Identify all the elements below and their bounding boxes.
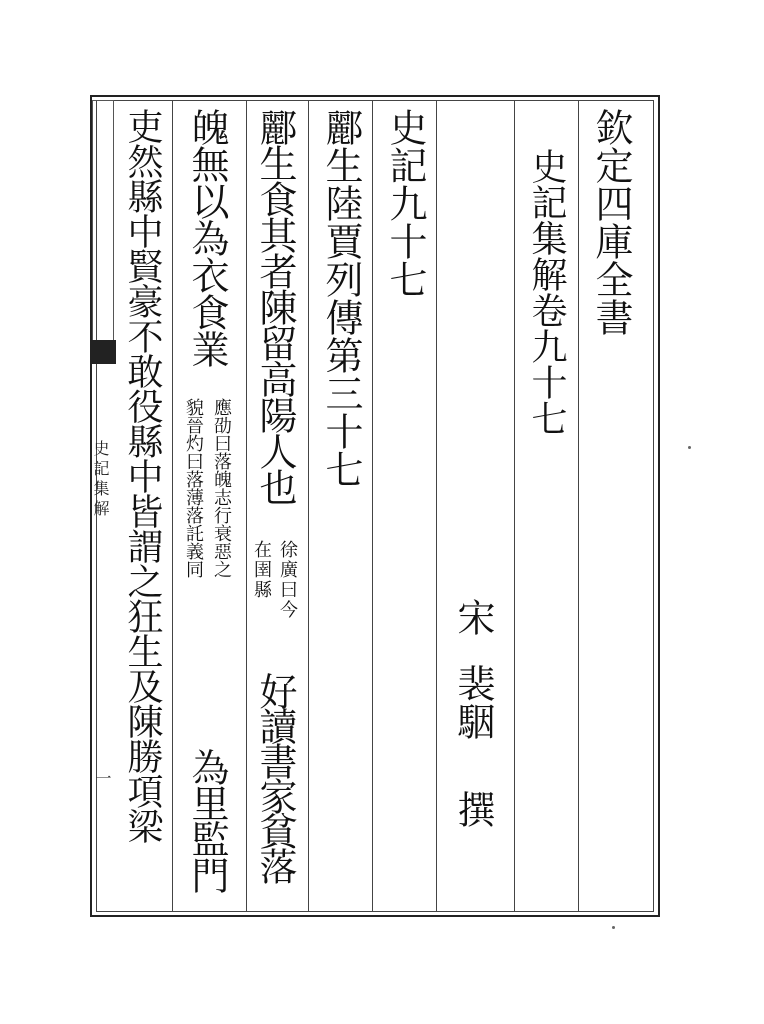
chapter-ref: 史記九十七 xyxy=(383,108,427,298)
page-inner-border xyxy=(93,100,654,912)
annotation-2b: 貌晉灼曰落薄落託義同 xyxy=(183,398,204,578)
author-name: 裴駰 xyxy=(451,664,495,740)
text-line-2-cont: 為里監門 xyxy=(185,748,229,892)
annotation-1b: 在圉縣 xyxy=(251,540,272,600)
fish-tail-mark xyxy=(90,340,116,364)
column-rule xyxy=(172,100,173,912)
book-title: 史記集解卷九十七 xyxy=(526,148,567,436)
column-rule xyxy=(436,100,437,912)
text-line-3: 吏然縣中賢豪不敢役縣中皆謂之狂生及陳勝項梁 xyxy=(122,108,163,843)
ink-speck xyxy=(688,446,691,449)
ink-speck xyxy=(612,926,615,929)
chapter-title: 酈生陸賈列傳第三十七 xyxy=(319,108,363,488)
column-rule xyxy=(372,100,373,912)
text-line-1-cont: 好讀書家貧落 xyxy=(253,672,297,882)
text-line-2: 魄無以為衣食業 xyxy=(185,108,229,367)
column-rule xyxy=(514,100,515,912)
margin-book-title: 史記集解 xyxy=(91,440,110,520)
margin-page-number: 一 xyxy=(93,770,112,790)
book-edge-strip xyxy=(92,100,114,350)
annotation-2a: 應劭曰落魄志行衰惡之 xyxy=(211,398,232,578)
author-dynasty: 宋 xyxy=(451,598,495,636)
column-rule xyxy=(578,100,579,912)
collection-title: 欽定四庫全書 xyxy=(589,108,633,336)
text-line-1: 酈生食其者陳留高陽人也 xyxy=(253,108,297,504)
annotation-1a: 徐廣曰今 xyxy=(277,540,298,620)
column-rule xyxy=(246,100,247,912)
column-rule xyxy=(308,100,309,912)
author-role: 撰 xyxy=(451,790,495,828)
